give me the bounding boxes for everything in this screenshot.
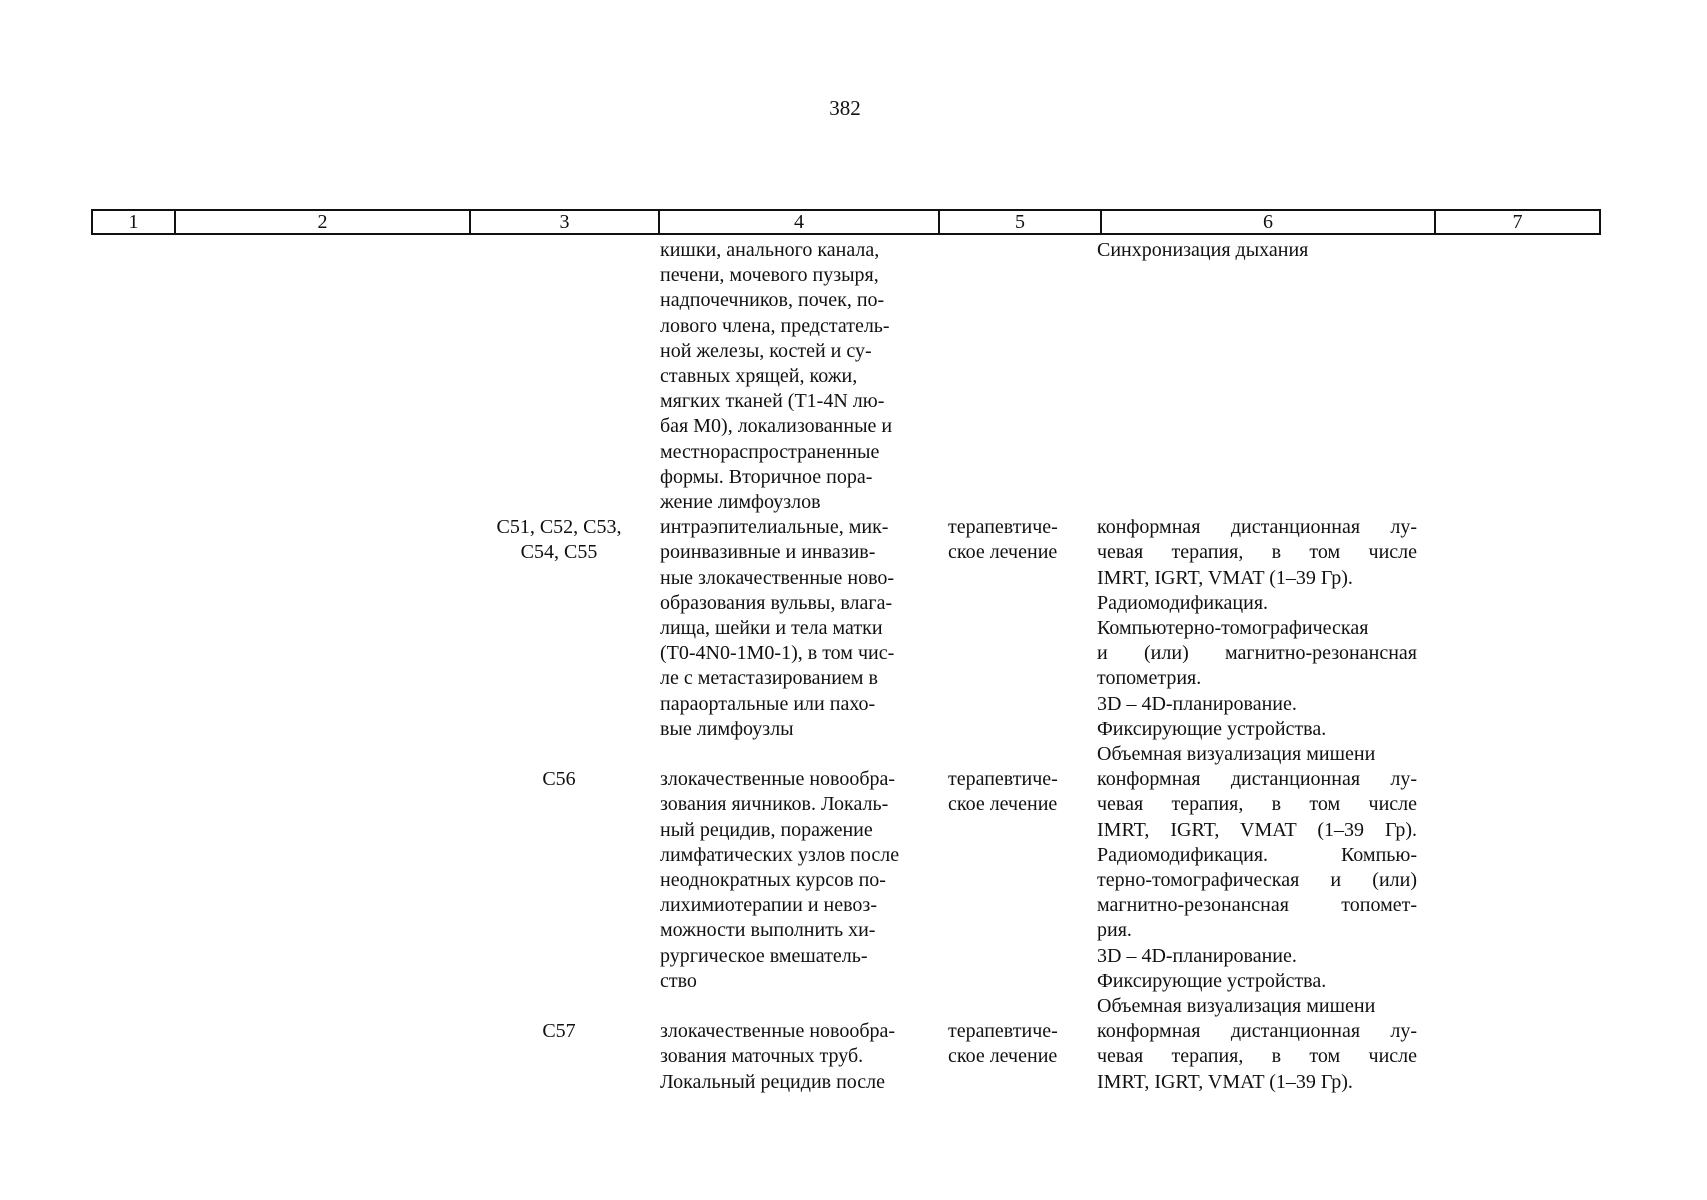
method-cell-line: Синхронизация дыхания	[1097, 239, 1309, 261]
method-cell	[1097, 767, 1417, 1019]
method-cell-line: чевая терапия, в том числе	[1097, 793, 1417, 816]
code-cell	[468, 1019, 650, 1044]
treatment-cell	[948, 767, 1078, 817]
method-cell-line: конформная дистанционная лу-	[1097, 516, 1417, 539]
description-cell-line: формы. Вторичное пора-	[660, 465, 873, 488]
treatment-cell-line: терапевтиче-	[948, 1020, 1058, 1043]
method-cell-line: терно-томографическая и (или)	[1097, 869, 1417, 891]
description-cell-line: лимфатических узлов после	[660, 843, 900, 866]
page-number: 382	[829, 96, 861, 120]
description-cell-line: рургическое вмешатель-	[660, 944, 868, 967]
method-cell	[1097, 238, 1417, 263]
method-cell-line: IMRT, IGRT, VMAT (1–39 Гр).	[1097, 566, 1353, 589]
method-cell-line: топометрия.	[1097, 667, 1202, 690]
treatment-cell	[948, 1019, 1078, 1069]
description-cell-line: интраэпителиальные, мик-	[660, 516, 889, 539]
method-cell-line: IMRT, IGRT, VMAT (1–39 Гр).	[1097, 1070, 1353, 1093]
treatment-cell	[948, 515, 1078, 565]
table-row	[0, 238, 1707, 515]
method-cell-line: и (или) магнитно-резонансная	[1097, 642, 1417, 665]
table-row	[0, 767, 1707, 1019]
method-cell	[1097, 515, 1417, 767]
description-cell-line: ные злокачественные ново-	[660, 566, 895, 589]
code-cell-line: C54, C55	[520, 541, 598, 564]
code-cell-line: C51, C52, C53,	[496, 516, 622, 539]
treatment-cell-line: терапевтиче-	[948, 516, 1058, 539]
method-cell-line: конформная дистанционная лу-	[1097, 1020, 1417, 1043]
method-cell	[1097, 1019, 1417, 1095]
description-cell-line: вые лимфоузлы	[660, 717, 794, 740]
table-row	[0, 515, 1707, 767]
description-cell	[660, 767, 932, 994]
description-cell-line: зования маточных труб.	[660, 1045, 864, 1068]
description-cell-line: лихимиотерапии и невоз-	[660, 894, 877, 917]
description-cell-line: лового члена, предстатель-	[660, 314, 890, 337]
header-col-3: 3	[470, 210, 659, 234]
description-cell-line: бая M0), локализованные и	[660, 415, 893, 438]
description-cell-line: злокачественные новообра-	[660, 1020, 896, 1043]
column-number-header	[91, 209, 1601, 235]
treatment-cell-line: ское лечение	[948, 1045, 1058, 1068]
method-cell-line: магнитно-резонансная топомет-	[1097, 894, 1417, 917]
description-cell-line: параортальные или пахо-	[660, 692, 876, 715]
header-col-2: 2	[175, 210, 470, 234]
method-cell-line: Фиксирующие устройства.	[1097, 969, 1327, 992]
description-cell-line: надпочечников, почек, по-	[660, 289, 885, 312]
method-cell-line: рия.	[1097, 919, 1132, 942]
method-cell-line: конформная дистанционная лу-	[1097, 768, 1417, 791]
header-col-4: 4	[659, 210, 939, 234]
method-cell-line: Компьютерно-томографическая	[1097, 617, 1369, 639]
method-cell-line: Фиксирующие устройства.	[1097, 717, 1327, 740]
description-cell-line: роинвазивные и инвазив-	[660, 541, 876, 564]
description-cell-line: ставных хрящей, кожи,	[660, 365, 858, 388]
code-cell	[468, 515, 650, 565]
method-cell-line: Радиомодификация. Компью-	[1097, 843, 1417, 866]
method-cell-line: чевая терапия, в том числе	[1097, 1045, 1417, 1068]
description-cell-line: Локальный рецидив после	[660, 1070, 886, 1093]
description-cell-line: злокачественные новообра-	[660, 768, 896, 791]
description-cell-line: ство	[660, 969, 697, 992]
description-cell	[660, 515, 932, 742]
table-row	[0, 1019, 1707, 1095]
description-cell-line: ный рецидив, поражение	[660, 818, 873, 841]
description-cell-line: печени, мочевого пузыря,	[660, 264, 879, 287]
description-cell-line: можности выполнить хи-	[660, 919, 876, 942]
treatment-cell-line: ское лечение	[948, 541, 1058, 564]
description-cell	[660, 1019, 932, 1095]
description-cell-line: кишки, анального канала,	[660, 239, 880, 261]
description-cell-line: образования вульвы, влага-	[660, 591, 893, 614]
method-cell-line: IMRT, IGRT, VMAT (1–39 Гр).	[1097, 818, 1417, 841]
method-cell-line: 3D – 4D-планирование.	[1097, 692, 1297, 715]
description-cell-line: неоднократных курсов по-	[660, 869, 886, 891]
treatment-cell-line: терапевтиче-	[948, 768, 1058, 791]
code-cell-line: C57	[542, 1020, 576, 1043]
description-cell-line: ле с метастазированием в	[660, 667, 878, 690]
table-body	[0, 238, 1707, 1095]
method-cell-line: Объемная визуализация мишени	[1097, 743, 1376, 766]
code-cell-line: C56	[542, 768, 576, 791]
description-cell-line: жение лимфоузлов	[660, 491, 821, 514]
description-cell-line: местнораспространенные	[660, 440, 880, 463]
description-cell-line: мягких тканей (T1-4N лю-	[660, 390, 885, 413]
method-cell-line: 3D – 4D-планирование.	[1097, 944, 1297, 967]
description-cell-line: зования яичников. Локаль-	[660, 793, 889, 816]
method-cell-line: Объемная визуализация мишени	[1097, 995, 1376, 1018]
header-col-6: 6	[1101, 210, 1435, 234]
description-cell	[660, 238, 932, 515]
description-cell-line: (T0-4N0-1M0-1), в том чис-	[660, 642, 895, 665]
code-cell	[468, 767, 650, 792]
header-col-1: 1	[92, 210, 175, 234]
description-cell-line: ной железы, костей и су-	[660, 339, 872, 362]
description-cell-line: лища, шейки и тела матки	[660, 617, 883, 639]
header-col-7: 7	[1435, 210, 1600, 234]
method-cell-line: чевая терапия, в том числе	[1097, 541, 1417, 564]
method-cell-line: Радиомодификация.	[1097, 591, 1269, 614]
treatment-cell-line: ское лечение	[948, 793, 1058, 816]
header-col-5: 5	[939, 210, 1101, 234]
